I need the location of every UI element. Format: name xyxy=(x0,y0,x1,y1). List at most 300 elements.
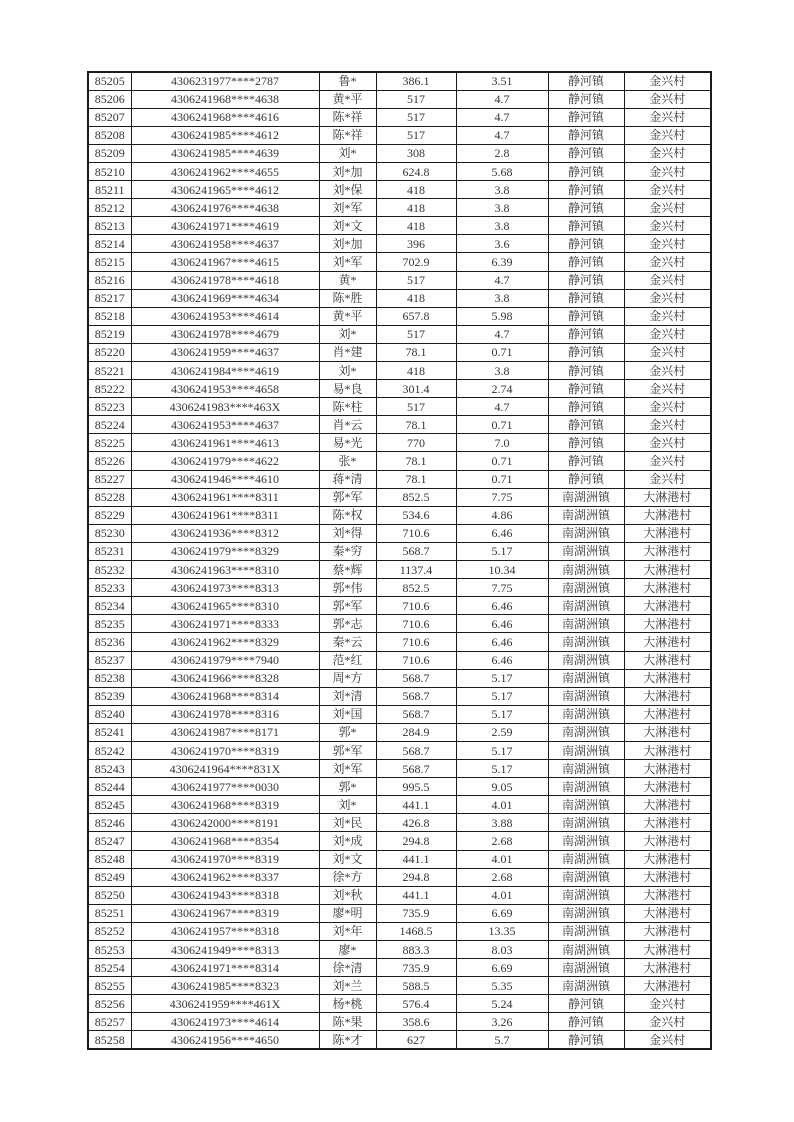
seq-number-cell: 85227 xyxy=(88,470,131,488)
records-table xyxy=(87,71,712,1050)
name-masked-cell: 黄*平 xyxy=(319,307,376,325)
village-cell: 大淋港村 xyxy=(624,778,711,796)
seq-number-cell: 85245 xyxy=(88,796,131,814)
area-cell: 4.7 xyxy=(456,108,548,126)
table-row xyxy=(88,542,711,560)
name-masked-cell: 黄*平 xyxy=(319,90,376,108)
amount-cell: 294.8 xyxy=(376,832,456,850)
village-cell: 金兴村 xyxy=(624,271,711,289)
town-cell: 静河镇 xyxy=(548,126,624,144)
amount-cell: 1468.5 xyxy=(376,922,456,940)
id-card-masked-cell: 4306241970****8319 xyxy=(131,741,319,759)
area-cell: 5.17 xyxy=(456,669,548,687)
id-card-masked-cell: 4306241973****8313 xyxy=(131,579,319,597)
amount-cell: 995.5 xyxy=(376,778,456,796)
town-cell: 静河镇 xyxy=(548,362,624,380)
table-row xyxy=(88,705,711,723)
seq-number-cell: 85230 xyxy=(88,524,131,542)
town-cell: 静河镇 xyxy=(548,235,624,253)
amount-cell: 517 xyxy=(376,398,456,416)
id-card-masked-cell: 4306241958****4637 xyxy=(131,235,319,253)
id-card-masked-cell: 4306241979****7940 xyxy=(131,651,319,669)
amount-cell: 517 xyxy=(376,108,456,126)
seq-number-cell: 85249 xyxy=(88,868,131,886)
village-cell: 金兴村 xyxy=(624,126,711,144)
seq-number-cell: 85214 xyxy=(88,235,131,253)
name-masked-cell: 陈*柱 xyxy=(319,398,376,416)
table-row xyxy=(88,380,711,398)
town-cell: 静河镇 xyxy=(548,271,624,289)
name-masked-cell: 刘* xyxy=(319,362,376,380)
village-cell: 大淋港村 xyxy=(624,941,711,959)
village-cell: 大淋港村 xyxy=(624,561,711,579)
seq-number-cell: 85231 xyxy=(88,542,131,560)
area-cell: 6.46 xyxy=(456,633,548,651)
town-cell: 南湖洲镇 xyxy=(548,977,624,995)
amount-cell: 418 xyxy=(376,181,456,199)
area-cell: 5.98 xyxy=(456,307,548,325)
seq-number-cell: 85250 xyxy=(88,886,131,904)
name-masked-cell: 陈*才 xyxy=(319,1031,376,1049)
id-card-masked-cell: 4306241979****8329 xyxy=(131,542,319,560)
records-table-body xyxy=(88,72,711,1049)
id-card-masked-cell: 4306241964****831X xyxy=(131,760,319,778)
town-cell: 静河镇 xyxy=(548,398,624,416)
id-card-masked-cell: 4306241962****4655 xyxy=(131,162,319,180)
seq-number-cell: 85220 xyxy=(88,343,131,361)
amount-cell: 735.9 xyxy=(376,904,456,922)
town-cell: 静河镇 xyxy=(548,470,624,488)
village-cell: 大淋港村 xyxy=(624,633,711,651)
id-card-masked-cell: 4306241962****8329 xyxy=(131,633,319,651)
table-row xyxy=(88,850,711,868)
name-masked-cell: 刘* xyxy=(319,796,376,814)
town-cell: 静河镇 xyxy=(548,199,624,217)
name-masked-cell: 杨*桃 xyxy=(319,995,376,1013)
area-cell: 3.8 xyxy=(456,217,548,235)
table-row xyxy=(88,126,711,144)
name-masked-cell: 蒋*清 xyxy=(319,470,376,488)
town-cell: 南湖洲镇 xyxy=(548,561,624,579)
table-row xyxy=(88,579,711,597)
table-row xyxy=(88,959,711,977)
id-card-masked-cell: 4306241967****8319 xyxy=(131,904,319,922)
village-cell: 金兴村 xyxy=(624,307,711,325)
village-cell: 大淋港村 xyxy=(624,669,711,687)
town-cell: 静河镇 xyxy=(548,1031,624,1049)
table-row xyxy=(88,741,711,759)
seq-number-cell: 85207 xyxy=(88,108,131,126)
village-cell: 金兴村 xyxy=(624,162,711,180)
table-row xyxy=(88,796,711,814)
area-cell: 4.01 xyxy=(456,796,548,814)
town-cell: 静河镇 xyxy=(548,108,624,126)
name-masked-cell: 陈*胜 xyxy=(319,289,376,307)
seq-number-cell: 85206 xyxy=(88,90,131,108)
seq-number-cell: 85221 xyxy=(88,362,131,380)
village-cell: 金兴村 xyxy=(624,995,711,1013)
id-card-masked-cell: 4306241978****4679 xyxy=(131,325,319,343)
seq-number-cell: 85256 xyxy=(88,995,131,1013)
id-card-masked-cell: 4306241965****8310 xyxy=(131,597,319,615)
village-cell: 金兴村 xyxy=(624,362,711,380)
town-cell: 南湖洲镇 xyxy=(548,741,624,759)
area-cell: 3.8 xyxy=(456,362,548,380)
table-row xyxy=(88,289,711,307)
town-cell: 南湖洲镇 xyxy=(548,959,624,977)
village-cell: 金兴村 xyxy=(624,181,711,199)
id-card-masked-cell: 4306241985****4612 xyxy=(131,126,319,144)
village-cell: 大淋港村 xyxy=(624,524,711,542)
table-row xyxy=(88,362,711,380)
id-card-masked-cell: 4306241983****463X xyxy=(131,398,319,416)
name-masked-cell: 刘*文 xyxy=(319,850,376,868)
amount-cell: 735.9 xyxy=(376,959,456,977)
area-cell: 7.0 xyxy=(456,434,548,452)
name-masked-cell: 刘*保 xyxy=(319,181,376,199)
village-cell: 金兴村 xyxy=(624,1031,711,1049)
area-cell: 5.35 xyxy=(456,977,548,995)
id-card-masked-cell: 4306241961****8311 xyxy=(131,488,319,506)
table-row xyxy=(88,488,711,506)
seq-number-cell: 85217 xyxy=(88,289,131,307)
seq-number-cell: 85234 xyxy=(88,597,131,615)
table-row xyxy=(88,1031,711,1049)
seq-number-cell: 85258 xyxy=(88,1031,131,1049)
village-cell: 金兴村 xyxy=(624,144,711,162)
amount-cell: 883.3 xyxy=(376,941,456,959)
id-card-masked-cell: 4306241969****4634 xyxy=(131,289,319,307)
table-row xyxy=(88,669,711,687)
town-cell: 南湖洲镇 xyxy=(548,814,624,832)
town-cell: 南湖洲镇 xyxy=(548,597,624,615)
seq-number-cell: 85218 xyxy=(88,307,131,325)
area-cell: 3.8 xyxy=(456,199,548,217)
town-cell: 静河镇 xyxy=(548,380,624,398)
table-row xyxy=(88,235,711,253)
name-masked-cell: 刘*秋 xyxy=(319,886,376,904)
village-cell: 大淋港村 xyxy=(624,542,711,560)
town-cell: 南湖洲镇 xyxy=(548,941,624,959)
name-masked-cell: 徐*方 xyxy=(319,868,376,886)
amount-cell: 770 xyxy=(376,434,456,452)
village-cell: 金兴村 xyxy=(624,398,711,416)
id-card-masked-cell: 4306241953****4614 xyxy=(131,307,319,325)
seq-number-cell: 85225 xyxy=(88,434,131,452)
seq-number-cell: 85236 xyxy=(88,633,131,651)
id-card-masked-cell: 4306241966****8328 xyxy=(131,669,319,687)
name-masked-cell: 刘*年 xyxy=(319,922,376,940)
area-cell: 6.69 xyxy=(456,904,548,922)
area-cell: 6.69 xyxy=(456,959,548,977)
village-cell: 金兴村 xyxy=(624,434,711,452)
area-cell: 3.51 xyxy=(456,72,548,90)
table-row xyxy=(88,778,711,796)
village-cell: 大淋港村 xyxy=(624,579,711,597)
amount-cell: 386.1 xyxy=(376,72,456,90)
village-cell: 大淋港村 xyxy=(624,868,711,886)
name-masked-cell: 周*方 xyxy=(319,669,376,687)
area-cell: 3.26 xyxy=(456,1013,548,1031)
amount-cell: 588.5 xyxy=(376,977,456,995)
town-cell: 静河镇 xyxy=(548,72,624,90)
name-masked-cell: 廖* xyxy=(319,941,376,959)
village-cell: 金兴村 xyxy=(624,416,711,434)
id-card-masked-cell: 4306241967****4615 xyxy=(131,253,319,271)
seq-number-cell: 85240 xyxy=(88,705,131,723)
amount-cell: 1137.4 xyxy=(376,561,456,579)
village-cell: 大淋港村 xyxy=(624,814,711,832)
name-masked-cell: 刘*加 xyxy=(319,162,376,180)
table-row xyxy=(88,90,711,108)
area-cell: 7.75 xyxy=(456,488,548,506)
name-masked-cell: 陈*果 xyxy=(319,1013,376,1031)
area-cell: 0.71 xyxy=(456,452,548,470)
village-cell: 大淋港村 xyxy=(624,760,711,778)
village-cell: 大淋港村 xyxy=(624,796,711,814)
amount-cell: 418 xyxy=(376,362,456,380)
name-masked-cell: 刘*民 xyxy=(319,814,376,832)
area-cell: 0.71 xyxy=(456,343,548,361)
area-cell: 6.39 xyxy=(456,253,548,271)
area-cell: 5.17 xyxy=(456,542,548,560)
name-masked-cell: 陈*权 xyxy=(319,506,376,524)
name-masked-cell: 郭*军 xyxy=(319,741,376,759)
seq-number-cell: 85235 xyxy=(88,615,131,633)
village-cell: 大淋港村 xyxy=(624,705,711,723)
table-row xyxy=(88,506,711,524)
amount-cell: 78.1 xyxy=(376,470,456,488)
id-card-masked-cell: 4306241953****4658 xyxy=(131,380,319,398)
amount-cell: 358.6 xyxy=(376,1013,456,1031)
name-masked-cell: 郭* xyxy=(319,778,376,796)
village-cell: 金兴村 xyxy=(624,72,711,90)
seq-number-cell: 85213 xyxy=(88,217,131,235)
id-card-masked-cell: 4306241976****4638 xyxy=(131,199,319,217)
area-cell: 5.17 xyxy=(456,760,548,778)
village-cell: 大淋港村 xyxy=(624,488,711,506)
seq-number-cell: 85219 xyxy=(88,325,131,343)
table-row xyxy=(88,615,711,633)
village-cell: 金兴村 xyxy=(624,217,711,235)
seq-number-cell: 85212 xyxy=(88,199,131,217)
village-cell: 金兴村 xyxy=(624,90,711,108)
table-row xyxy=(88,1013,711,1031)
area-cell: 13.35 xyxy=(456,922,548,940)
amount-cell: 852.5 xyxy=(376,579,456,597)
table-row xyxy=(88,271,711,289)
seq-number-cell: 85244 xyxy=(88,778,131,796)
name-masked-cell: 肖*云 xyxy=(319,416,376,434)
id-card-masked-cell: 4306241962****8337 xyxy=(131,868,319,886)
area-cell: 2.8 xyxy=(456,144,548,162)
village-cell: 大淋港村 xyxy=(624,977,711,995)
name-masked-cell: 刘*国 xyxy=(319,705,376,723)
seq-number-cell: 85216 xyxy=(88,271,131,289)
amount-cell: 576.4 xyxy=(376,995,456,1013)
amount-cell: 568.7 xyxy=(376,741,456,759)
town-cell: 静河镇 xyxy=(548,995,624,1013)
table-row xyxy=(88,760,711,778)
id-card-masked-cell: 4306241959****461X xyxy=(131,995,319,1013)
name-masked-cell: 刘* xyxy=(319,325,376,343)
town-cell: 南湖洲镇 xyxy=(548,651,624,669)
town-cell: 静河镇 xyxy=(548,307,624,325)
name-masked-cell: 郭*志 xyxy=(319,615,376,633)
seq-number-cell: 85243 xyxy=(88,760,131,778)
area-cell: 5.68 xyxy=(456,162,548,180)
town-cell: 南湖洲镇 xyxy=(548,904,624,922)
seq-number-cell: 85205 xyxy=(88,72,131,90)
village-cell: 大淋港村 xyxy=(624,597,711,615)
amount-cell: 284.9 xyxy=(376,723,456,741)
town-cell: 静河镇 xyxy=(548,1013,624,1031)
table-row xyxy=(88,524,711,542)
town-cell: 南湖洲镇 xyxy=(548,705,624,723)
amount-cell: 568.7 xyxy=(376,687,456,705)
table-row xyxy=(88,922,711,940)
village-cell: 大淋港村 xyxy=(624,741,711,759)
amount-cell: 627 xyxy=(376,1031,456,1049)
amount-cell: 568.7 xyxy=(376,669,456,687)
area-cell: 6.46 xyxy=(456,597,548,615)
table-row xyxy=(88,977,711,995)
amount-cell: 852.5 xyxy=(376,488,456,506)
amount-cell: 441.1 xyxy=(376,886,456,904)
seq-number-cell: 85226 xyxy=(88,452,131,470)
village-cell: 大淋港村 xyxy=(624,922,711,940)
table-row xyxy=(88,886,711,904)
area-cell: 4.7 xyxy=(456,325,548,343)
area-cell: 3.8 xyxy=(456,289,548,307)
name-masked-cell: 刘*清 xyxy=(319,687,376,705)
table-row xyxy=(88,162,711,180)
town-cell: 静河镇 xyxy=(548,343,624,361)
table-row xyxy=(88,561,711,579)
id-card-masked-cell: 4306241968****4616 xyxy=(131,108,319,126)
town-cell: 南湖洲镇 xyxy=(548,633,624,651)
town-cell: 南湖洲镇 xyxy=(548,579,624,597)
area-cell: 10.34 xyxy=(456,561,548,579)
town-cell: 南湖洲镇 xyxy=(548,796,624,814)
id-card-masked-cell: 4306241973****4614 xyxy=(131,1013,319,1031)
amount-cell: 517 xyxy=(376,325,456,343)
seq-number-cell: 85253 xyxy=(88,941,131,959)
amount-cell: 418 xyxy=(376,199,456,217)
amount-cell: 517 xyxy=(376,90,456,108)
seq-number-cell: 85208 xyxy=(88,126,131,144)
id-card-masked-cell: 4306241984****4619 xyxy=(131,362,319,380)
table-row xyxy=(88,199,711,217)
town-cell: 静河镇 xyxy=(548,434,624,452)
name-masked-cell: 刘* xyxy=(319,144,376,162)
seq-number-cell: 85238 xyxy=(88,669,131,687)
town-cell: 南湖洲镇 xyxy=(548,524,624,542)
name-masked-cell: 刘*军 xyxy=(319,199,376,217)
village-cell: 大淋港村 xyxy=(624,832,711,850)
town-cell: 静河镇 xyxy=(548,452,624,470)
amount-cell: 517 xyxy=(376,271,456,289)
table-row xyxy=(88,633,711,651)
area-cell: 0.71 xyxy=(456,470,548,488)
table-row xyxy=(88,651,711,669)
id-card-masked-cell: 4306241949****8313 xyxy=(131,941,319,959)
name-masked-cell: 陈*祥 xyxy=(319,108,376,126)
name-masked-cell: 黄* xyxy=(319,271,376,289)
table-row xyxy=(88,108,711,126)
area-cell: 3.6 xyxy=(456,235,548,253)
table-row xyxy=(88,253,711,271)
id-card-masked-cell: 4306241979****4622 xyxy=(131,452,319,470)
village-cell: 大淋港村 xyxy=(624,959,711,977)
table-row xyxy=(88,995,711,1013)
area-cell: 2.74 xyxy=(456,380,548,398)
name-masked-cell: 易*光 xyxy=(319,434,376,452)
seq-number-cell: 85251 xyxy=(88,904,131,922)
seq-number-cell: 85233 xyxy=(88,579,131,597)
id-card-masked-cell: 4306241943****8318 xyxy=(131,886,319,904)
id-card-masked-cell: 4306241985****8323 xyxy=(131,977,319,995)
seq-number-cell: 85215 xyxy=(88,253,131,271)
town-cell: 南湖洲镇 xyxy=(548,760,624,778)
town-cell: 南湖洲镇 xyxy=(548,850,624,868)
amount-cell: 78.1 xyxy=(376,343,456,361)
town-cell: 南湖洲镇 xyxy=(548,615,624,633)
seq-number-cell: 85209 xyxy=(88,144,131,162)
seq-number-cell: 85223 xyxy=(88,398,131,416)
id-card-masked-cell: 4306241959****4637 xyxy=(131,343,319,361)
area-cell: 5.17 xyxy=(456,687,548,705)
village-cell: 大淋港村 xyxy=(624,687,711,705)
id-card-masked-cell: 4306241971****8333 xyxy=(131,615,319,633)
seq-number-cell: 85246 xyxy=(88,814,131,832)
seq-number-cell: 85248 xyxy=(88,850,131,868)
village-cell: 金兴村 xyxy=(624,1013,711,1031)
amount-cell: 294.8 xyxy=(376,868,456,886)
name-masked-cell: 刘*军 xyxy=(319,760,376,778)
table-row xyxy=(88,904,711,922)
seq-number-cell: 85232 xyxy=(88,561,131,579)
seq-number-cell: 85255 xyxy=(88,977,131,995)
table-row xyxy=(88,307,711,325)
amount-cell: 418 xyxy=(376,289,456,307)
id-card-masked-cell: 4306241987****8171 xyxy=(131,723,319,741)
id-card-masked-cell: 4306241968****8314 xyxy=(131,687,319,705)
name-masked-cell: 陈*祥 xyxy=(319,126,376,144)
name-masked-cell: 郭* xyxy=(319,723,376,741)
village-cell: 金兴村 xyxy=(624,380,711,398)
name-masked-cell: 刘*军 xyxy=(319,253,376,271)
amount-cell: 301.4 xyxy=(376,380,456,398)
town-cell: 南湖洲镇 xyxy=(548,669,624,687)
area-cell: 4.01 xyxy=(456,886,548,904)
id-card-masked-cell: 4306241978****8316 xyxy=(131,705,319,723)
id-card-masked-cell: 4306241953****4637 xyxy=(131,416,319,434)
table-row xyxy=(88,416,711,434)
village-cell: 大淋港村 xyxy=(624,651,711,669)
table-row xyxy=(88,325,711,343)
table-row xyxy=(88,723,711,741)
amount-cell: 657.8 xyxy=(376,307,456,325)
id-card-masked-cell: 4306241961****4613 xyxy=(131,434,319,452)
table-row xyxy=(88,144,711,162)
town-cell: 南湖洲镇 xyxy=(548,832,624,850)
id-card-masked-cell: 4306241963****8310 xyxy=(131,561,319,579)
id-card-masked-cell: 4306241968****8354 xyxy=(131,832,319,850)
amount-cell: 702.9 xyxy=(376,253,456,271)
table-row xyxy=(88,941,711,959)
seq-number-cell: 85211 xyxy=(88,181,131,199)
